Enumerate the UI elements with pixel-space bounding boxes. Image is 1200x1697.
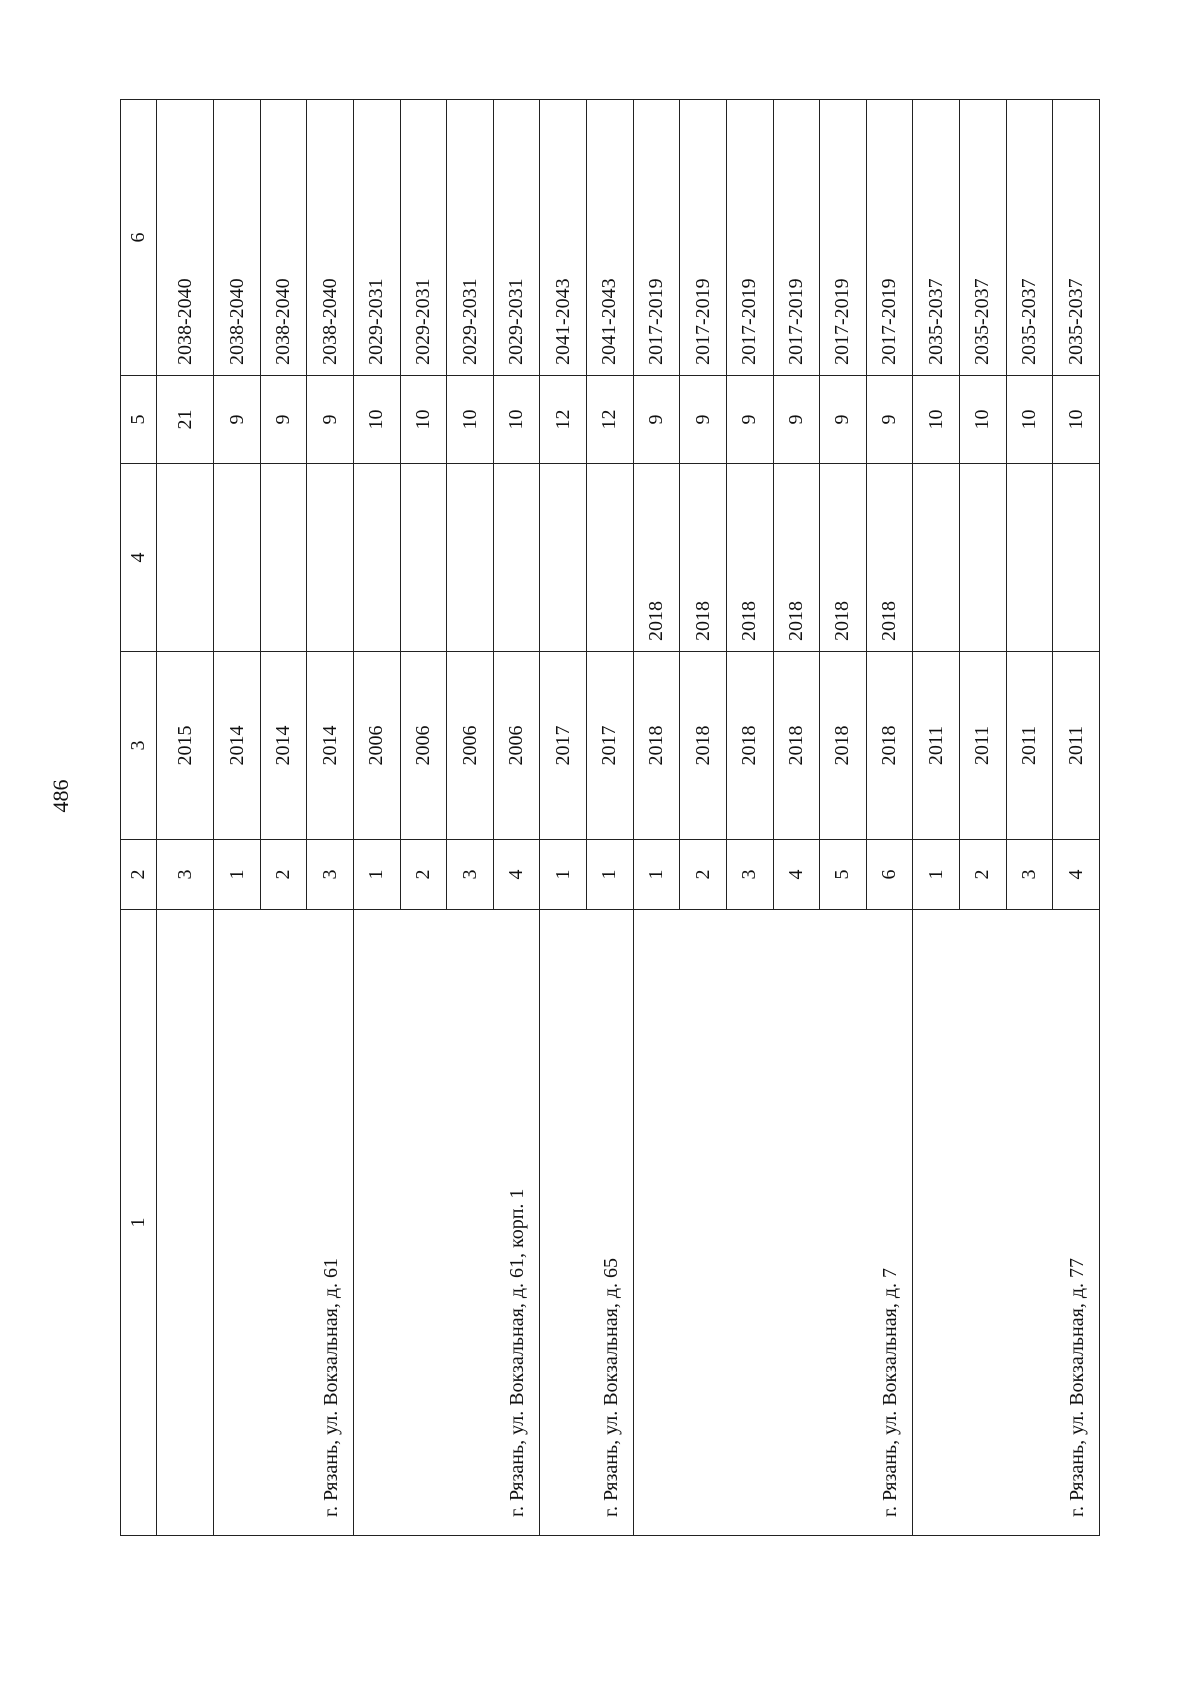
replacement-period-cell: 2017-2019: [820, 100, 867, 376]
item-number-cell: 4: [773, 840, 820, 910]
lifespan-cell: 9: [773, 376, 820, 464]
replacement-period-cell: 2017-2019: [726, 100, 773, 376]
table-row: [540, 100, 587, 1536]
lifespan-cell: 9: [680, 376, 727, 464]
overhaul-year-cell: [214, 464, 261, 652]
address-cell: г. Рязань, ул. Вокзальная, д. 77: [913, 910, 1100, 1536]
replacement-period-cell: 2029-2031: [400, 100, 447, 376]
replacement-period-cell: 2035-2037: [1053, 100, 1100, 376]
lifespan-cell: 10: [1053, 376, 1100, 464]
overhaul-year-cell: [307, 464, 354, 652]
item-number-cell: 2: [400, 840, 447, 910]
address-cell: г. Рязань, ул. Вокзальная, д. 61: [214, 910, 354, 1536]
item-number-cell: 1: [214, 840, 261, 910]
replacement-period-cell: 2017-2019: [773, 100, 820, 376]
table-row: [913, 100, 960, 1536]
year-built-cell: 2006: [447, 652, 494, 840]
overhaul-year-cell: [1006, 464, 1053, 652]
table-body: [121, 100, 1100, 1536]
item-number-cell: 1: [633, 840, 680, 910]
header-cell-col-1: 1: [121, 910, 157, 1536]
lifespan-cell: 9: [260, 376, 307, 464]
item-number-cell: 2: [260, 840, 307, 910]
lifespan-cell: 21: [157, 376, 214, 464]
address-cell: [157, 910, 214, 1536]
year-built-cell: 2006: [493, 652, 540, 840]
rotated-table-frame: [120, 100, 1100, 1536]
lifespan-cell: 10: [1006, 376, 1053, 464]
overhaul-year-cell: [540, 464, 587, 652]
lifespan-cell: 9: [726, 376, 773, 464]
overhaul-year-cell: [354, 464, 401, 652]
address-cell: г. Рязань, ул. Вокзальная, д. 61, корп. 1: [354, 910, 540, 1536]
elevator-schedule-table: [120, 99, 1100, 1536]
lifespan-cell: 10: [400, 376, 447, 464]
item-number-cell: 1: [913, 840, 960, 910]
replacement-period-cell: 2029-2031: [493, 100, 540, 376]
overhaul-year-cell: 2018: [773, 464, 820, 652]
item-number-cell: 5: [820, 840, 867, 910]
item-number-cell: 6: [866, 840, 913, 910]
year-built-cell: 2017: [540, 652, 587, 840]
year-built-cell: 2018: [820, 652, 867, 840]
year-built-cell: 2018: [866, 652, 913, 840]
replacement-period-cell: 2029-2031: [354, 100, 401, 376]
header-cell-col-2: 2: [121, 840, 157, 910]
overhaul-year-cell: [1053, 464, 1100, 652]
replacement-period-cell: 2038-2040: [214, 100, 261, 376]
year-built-cell: 2014: [214, 652, 261, 840]
item-number-cell: 1: [354, 840, 401, 910]
overhaul-year-cell: 2018: [726, 464, 773, 652]
year-built-cell: 2006: [354, 652, 401, 840]
replacement-period-cell: 2035-2037: [1006, 100, 1053, 376]
replacement-period-cell: 2017-2019: [633, 100, 680, 376]
overhaul-year-cell: 2018: [866, 464, 913, 652]
address-cell: г. Рязань, ул. Вокзальная, д. 7: [633, 910, 913, 1536]
item-number-cell: 2: [680, 840, 727, 910]
lifespan-cell: 9: [307, 376, 354, 464]
overhaul-year-cell: 2018: [820, 464, 867, 652]
year-built-cell: 2018: [633, 652, 680, 840]
overhaul-year-cell: [157, 464, 214, 652]
header-cell-col-4: 4: [121, 464, 157, 652]
page-number: 486: [48, 779, 73, 813]
lifespan-cell: 9: [633, 376, 680, 464]
header-cell-col-6: 6: [121, 100, 157, 376]
year-built-cell: 2018: [773, 652, 820, 840]
lifespan-cell: 9: [866, 376, 913, 464]
replacement-period-cell: 2038-2040: [307, 100, 354, 376]
item-number-cell: 3: [726, 840, 773, 910]
replacement-period-cell: 2038-2040: [260, 100, 307, 376]
overhaul-year-cell: [587, 464, 634, 652]
lifespan-cell: 9: [214, 376, 261, 464]
replacement-period-cell: 2017-2019: [866, 100, 913, 376]
overhaul-year-cell: [260, 464, 307, 652]
header-cell-col-5: 5: [121, 376, 157, 464]
header-row: [121, 100, 157, 1536]
overhaul-year-cell: 2018: [633, 464, 680, 652]
item-number-cell: 3: [157, 840, 214, 910]
lifespan-cell: 10: [354, 376, 401, 464]
item-number-cell: 2: [959, 840, 1006, 910]
overhaul-year-cell: [447, 464, 494, 652]
replacement-period-cell: 2017-2019: [680, 100, 727, 376]
item-number-cell: 3: [307, 840, 354, 910]
lifespan-cell: 12: [587, 376, 634, 464]
year-built-cell: 2006: [400, 652, 447, 840]
address-cell: г. Рязань, ул. Вокзальная, д. 65: [540, 910, 633, 1536]
year-built-cell: 2014: [260, 652, 307, 840]
year-built-cell: 2017: [587, 652, 634, 840]
year-built-cell: 2018: [680, 652, 727, 840]
table-row: [354, 100, 401, 1536]
overhaul-year-cell: [959, 464, 1006, 652]
header-cell-col-3: 3: [121, 652, 157, 840]
year-built-cell: 2015: [157, 652, 214, 840]
table-row: [157, 100, 214, 1536]
lifespan-cell: 10: [447, 376, 494, 464]
year-built-cell: 2011: [913, 652, 960, 840]
lifespan-cell: 9: [820, 376, 867, 464]
replacement-period-cell: 2041-2043: [540, 100, 587, 376]
overhaul-year-cell: [400, 464, 447, 652]
item-number-cell: 4: [1053, 840, 1100, 910]
item-number-cell: 1: [587, 840, 634, 910]
lifespan-cell: 10: [913, 376, 960, 464]
overhaul-year-cell: 2018: [680, 464, 727, 652]
replacement-period-cell: 2035-2037: [913, 100, 960, 376]
table-row: [214, 100, 261, 1536]
year-built-cell: 2011: [1006, 652, 1053, 840]
overhaul-year-cell: [493, 464, 540, 652]
year-built-cell: 2018: [726, 652, 773, 840]
item-number-cell: 3: [1006, 840, 1053, 910]
year-built-cell: 2011: [1053, 652, 1100, 840]
item-number-cell: 1: [540, 840, 587, 910]
year-built-cell: 2014: [307, 652, 354, 840]
replacement-period-cell: 2038-2040: [157, 100, 214, 376]
replacement-period-cell: 2041-2043: [587, 100, 634, 376]
table-row: [633, 100, 680, 1536]
replacement-period-cell: 2029-2031: [447, 100, 494, 376]
replacement-period-cell: 2035-2037: [959, 100, 1006, 376]
lifespan-cell: 10: [959, 376, 1006, 464]
overhaul-year-cell: [913, 464, 960, 652]
item-number-cell: 3: [447, 840, 494, 910]
lifespan-cell: 12: [540, 376, 587, 464]
item-number-cell: 4: [493, 840, 540, 910]
lifespan-cell: 10: [493, 376, 540, 464]
year-built-cell: 2011: [959, 652, 1006, 840]
